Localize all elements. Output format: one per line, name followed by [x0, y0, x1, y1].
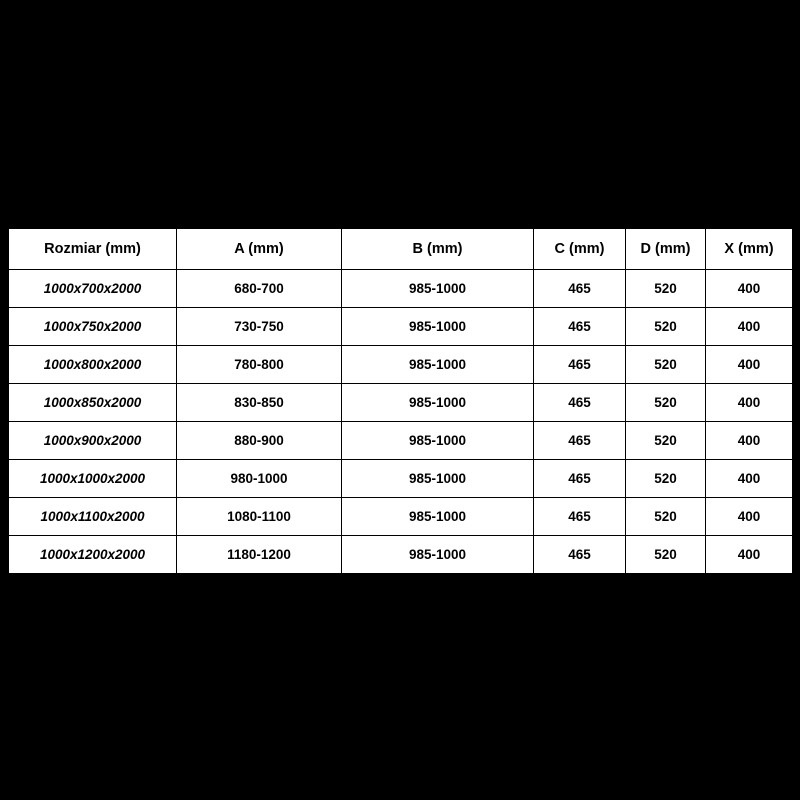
column-header-c: C (mm) — [534, 229, 626, 270]
cell-d: 520 — [626, 346, 706, 384]
cell-a: 880-900 — [177, 422, 342, 460]
cell-x: 400 — [706, 498, 793, 536]
cell-d: 520 — [626, 536, 706, 574]
cell-b: 985-1000 — [342, 384, 534, 422]
cell-a: 1080-1100 — [177, 498, 342, 536]
cell-x: 400 — [706, 308, 793, 346]
cell-a: 1180-1200 — [177, 536, 342, 574]
table-body — [9, 270, 793, 574]
cell-b: 985-1000 — [342, 422, 534, 460]
cell-b: 985-1000 — [342, 270, 534, 308]
cell-x: 400 — [706, 422, 793, 460]
cell-x: 400 — [706, 270, 793, 308]
table-row — [9, 422, 793, 460]
cell-b: 985-1000 — [342, 346, 534, 384]
cell-size: 1000x800x2000 — [9, 346, 177, 384]
cell-size: 1000x700x2000 — [9, 270, 177, 308]
cell-c: 465 — [534, 308, 626, 346]
cell-d: 520 — [626, 384, 706, 422]
cell-a: 730-750 — [177, 308, 342, 346]
cell-c: 465 — [534, 346, 626, 384]
table-row — [9, 460, 793, 498]
table-row — [9, 270, 793, 308]
dimensions-table-container — [8, 228, 792, 574]
cell-c: 465 — [534, 498, 626, 536]
table-row — [9, 384, 793, 422]
table-header-row — [9, 229, 793, 270]
cell-c: 465 — [534, 460, 626, 498]
cell-x: 400 — [706, 384, 793, 422]
column-header-a: A (mm) — [177, 229, 342, 270]
column-header-rozmiar: Rozmiar (mm) — [9, 229, 177, 270]
table-row — [9, 498, 793, 536]
cell-a: 830-850 — [177, 384, 342, 422]
cell-x: 400 — [706, 536, 793, 574]
cell-x: 400 — [706, 460, 793, 498]
cell-size: 1000x900x2000 — [9, 422, 177, 460]
table-row — [9, 346, 793, 384]
cell-b: 985-1000 — [342, 460, 534, 498]
cell-b: 985-1000 — [342, 536, 534, 574]
cell-d: 520 — [626, 308, 706, 346]
column-header-b: B (mm) — [342, 229, 534, 270]
cell-d: 520 — [626, 270, 706, 308]
table-header — [9, 229, 793, 270]
cell-c: 465 — [534, 384, 626, 422]
cell-c: 465 — [534, 270, 626, 308]
cell-size: 1000x1000x2000 — [9, 460, 177, 498]
column-header-d: D (mm) — [626, 229, 706, 270]
cell-d: 520 — [626, 460, 706, 498]
column-header-x: X (mm) — [706, 229, 793, 270]
cell-c: 465 — [534, 422, 626, 460]
cell-size: 1000x1100x2000 — [9, 498, 177, 536]
cell-d: 520 — [626, 498, 706, 536]
cell-c: 465 — [534, 536, 626, 574]
cell-a: 680-700 — [177, 270, 342, 308]
cell-d: 520 — [626, 422, 706, 460]
cell-b: 985-1000 — [342, 498, 534, 536]
cell-a: 980-1000 — [177, 460, 342, 498]
cell-x: 400 — [706, 346, 793, 384]
table-row — [9, 308, 793, 346]
cell-size: 1000x1200x2000 — [9, 536, 177, 574]
cell-a: 780-800 — [177, 346, 342, 384]
dimensions-table — [8, 228, 793, 574]
cell-b: 985-1000 — [342, 308, 534, 346]
cell-size: 1000x750x2000 — [9, 308, 177, 346]
table-row — [9, 536, 793, 574]
cell-size: 1000x850x2000 — [9, 384, 177, 422]
